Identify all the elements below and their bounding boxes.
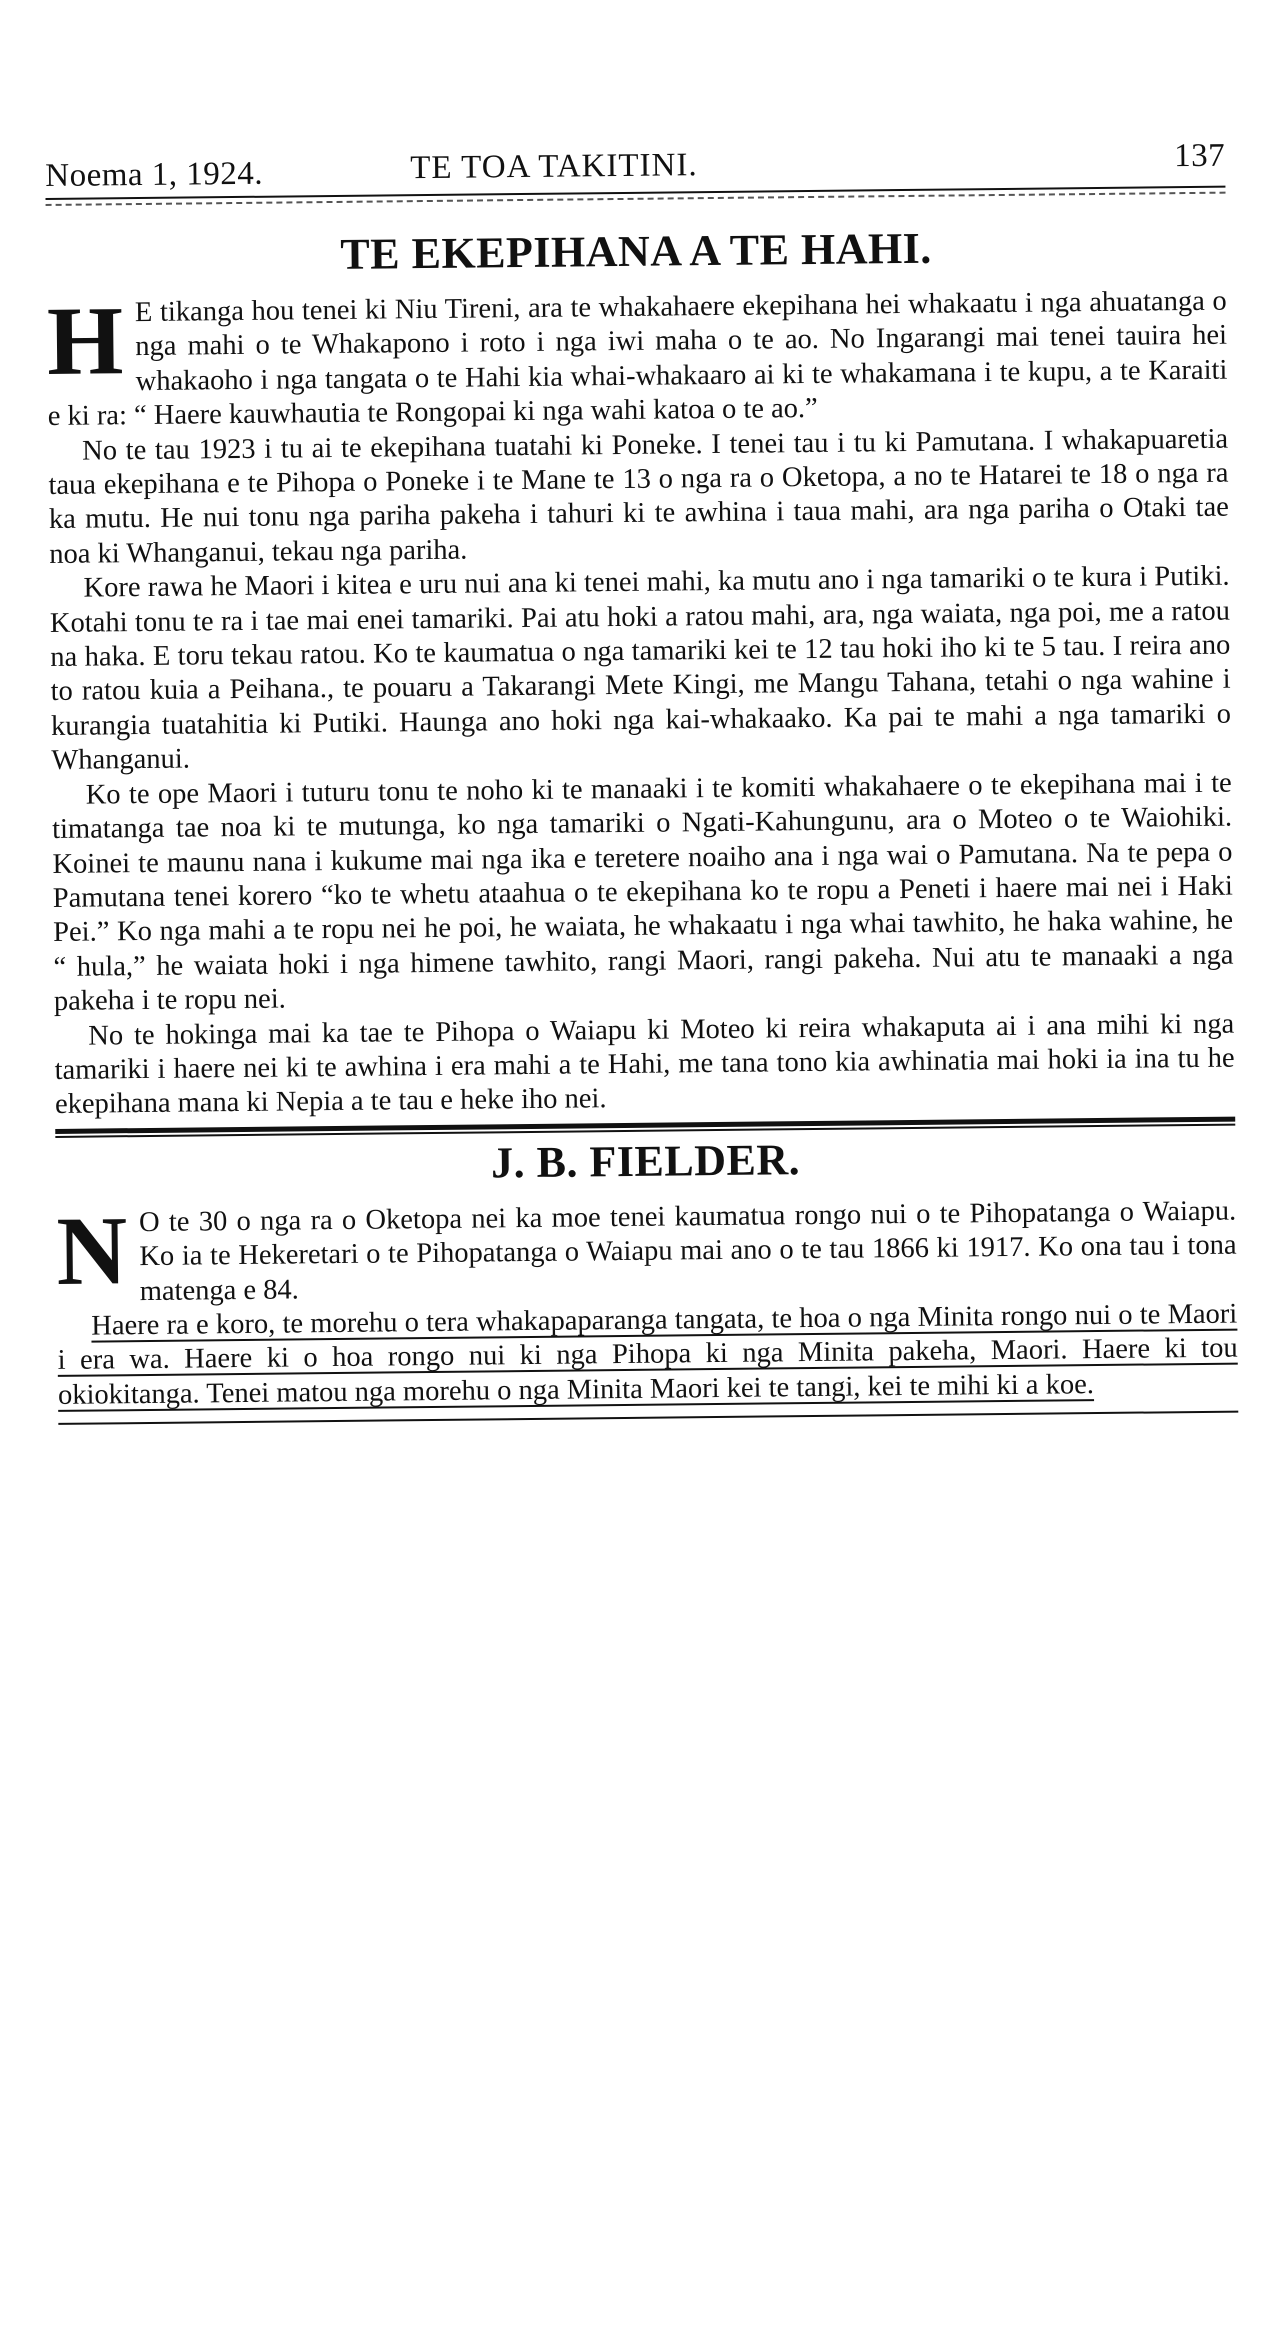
article-paragraph: Haere ra e koro, te morehu o tera whakapaparanga tangata, te hoa o nga Minita rongo nui o te Maori i era wa. Haere ki o hoa rongo nui ki nga Pihopa ki nga Minita pakeha, Maori. Haere ki tou okiokitanga. Tenei matou nga morehu o nga Minita Maori kei te tangi, kei te mihi ki a koe.: [57, 1298, 1238, 1411]
article-paragraph: Kore rawa he Maori i kitea e uru nui ana ki tenei mahi, ka mutu ano i nga tamariki o te kura i Putiki. Kotahi tonu te ra i tae mai enei tamariki. Pai atu hoki a ratou mahi, ara, nga waiata, nga poi, me a ratou na haka. E toru tekau ratou. Ko te kaumatua o nga tamariki kei te 12 tau hoki iho ki te 5 tau. I reira ano to ratou kuia a Peihana., te pouaru a Takarangi Mete Kingi, me Mangu Tahana, tetahi o nga wahine i kurangia tuatahitia ki Putiki. Haunga ano hoki nga kai-whakaako. Ka pai te mahi a nga tamariki o Whanganui.: [49, 560, 1232, 777]
page-number: 137: [1173, 137, 1226, 175]
article-headline: J. B. FIELDER.: [490, 1134, 801, 1188]
publication-title: TE TOA TAKITINI.: [410, 147, 698, 187]
article-headline: TE EKEPIHANA A TE HAHI.: [340, 223, 933, 279]
footer-rules: [58, 1411, 1238, 1425]
article-paragraph: [56, 1194, 1237, 1310]
drop-cap: H: [46, 287, 124, 396]
article-paragraph: [47, 285, 1228, 435]
article-ekepihana: [46, 220, 1235, 1123]
issue-date: Noema 1, 1924.: [45, 155, 264, 194]
drop-cap: N: [55, 1196, 128, 1306]
paragraph-text: E tikanga hou tenei ki Niu Tireni, ara te whakahaere ekepihana hei whakaatu i nga ahuatanga o nga mahi o te Whakapono i roto i nga iwi maha o te ao. No Ingarangi mai tenei tauira hei whakaoho i nga tangata o te Hahi kia whai-whakaaro ai ki te whakamana i te kupu, a te Karaiti e ki ra: “ Haere kauwhautia te Rongopai ki nga wahi katoa o te ao.”: [47, 285, 1228, 433]
article-paragraph: No te tau 1923 i tu ai te ekepihana tuatahi ki Poneke. I tenei tau i tu ki Pamutana. I whakapuaretia taua ekepihana e te Pihopa o Poneke i te Mane te 13 o nga ra o Oketopa, a no te Hatarei te 18 o nga ra ka mutu. He nui tonu nga pariha pakeha i tahuri ki te awhina i taua mahi, ara nga pariha o Otaki tae noa ki Whanganui, tekau nga pariha.: [48, 423, 1229, 570]
article-fielder: [55, 1129, 1238, 1413]
paragraph-text: O te 30 o nga ra o Oketopa nei ka moe tenei kaumatua rongo nui o te Pihopatanga o Waiapu. Ko ia te Hekeretari o te Pihopatanga o Waiapu mai ano o te tau 1866 ki 1917. Ko ona tau i tona matenga e 84.: [138, 1195, 1237, 1307]
article-paragraph: No te hokinga mai ka tae te Pihopa o Waiapu ki Moteo ki reira whakaputa ai i ana mihi ki nga tamariki i haere nei ki te awhina i era mahi a te Hahi, me tana tono kia awhinatia mai hoki ia ina tu he ekepihana mana ki Nepia a te tau e heke iho nei.: [54, 1008, 1235, 1121]
article-paragraph: Ko te ope Maori i tuturu tonu te noho ki te manaaki i te komiti whakahaere o te ekepihana mai i te timatanga tae noa ki te mutunga, ko nga tamariki o Ngati-Kahungunu, ara o Moteo o te Waiohiki. Koinei te maunu nana i kukume mai nga ika e teretere noaiho ana i nga wai o Pamutana. Na te pepa o Pamutana tenei korero “ko te whetu ataahua o te ekepihana ko te ropu a Peneti i haere mai nei i Haki Pei.” Ko nga mahi a te ropu nei he poi, he waiata, he whakaatu i nga whai tawhito, he haka wahine, he “ hula,” he waiata hoki i nga himene tawhito, rangi Maori, rangi pakeha. Nui atu te manaaki a nga pakeha i te ropu nei.: [51, 767, 1234, 1018]
footer-rule: [58, 1411, 1238, 1425]
newspaper-page: [45, 138, 1238, 1429]
